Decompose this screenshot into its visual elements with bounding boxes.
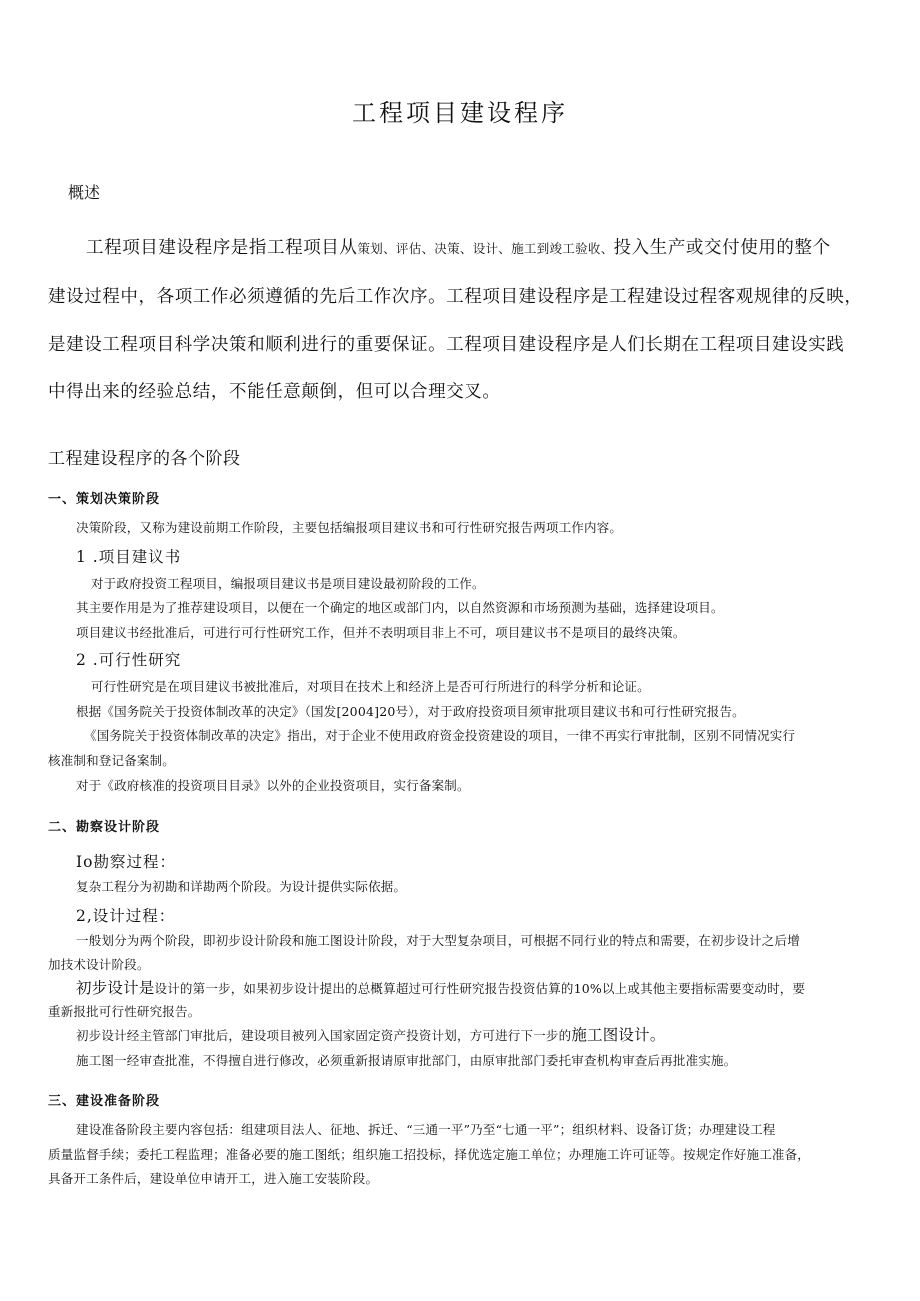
section-2-prelim-emphasis: 初步设计是: [76, 979, 155, 997]
section-1-heading: 一、策划决策阶段: [48, 492, 161, 507]
section-2-sub-1-line: 复杂工程分为初勘和详勘两个阶段。为设计提供实际依据。: [76, 879, 407, 894]
section-2-sub-2-line-2: 加技术设计阶段。: [48, 957, 150, 972]
section-2-approval-emphasis: 施工图设计。: [571, 1026, 666, 1044]
overview-line-3: 是建设工程项目科学决策和顺利进行的重要保证。工程项目建设程序是人们长期在工程项目建设实践: [48, 335, 845, 355]
section-2-prelim-line-1: [76, 976, 805, 998]
section-2-prelim-line-2: 重新报批可行性研究报告。: [48, 1004, 201, 1019]
overview-line-4: 中得出来的经验总结，不能任意颠倒，但可以合理交叉。: [48, 382, 501, 402]
section-1-sub-2-line-1: 可行性研究是在项目建议书被批准后，对项目在技术上和经济上是否可行所进行的科学分析和论证。: [91, 679, 650, 694]
section-2-approval-prefix: 初步设计经主管部门审批后，建设项目被列入国家固定资产投资计划，方可进行下一步的: [76, 1028, 572, 1043]
overview-line-2: 建设过程中，各项工作必须遵循的先后工作次序。工程项目建设程序是工程建设过程客观规律的反映，: [48, 287, 863, 307]
section-1-sub-1-line-3: 项目建议书经批准后，可进行可行性研究工作，但并不表明项目非上不可，项目建议书不是项目的最终决策。: [76, 625, 686, 640]
section-1-sub-2-line-4: 核准制和登记备案制。: [48, 753, 176, 768]
overview-line-1-prefix: 工程项目建设程序是指工程项目从: [86, 238, 358, 258]
section-1-sub-2-title: 2 .可行性研究: [76, 651, 182, 669]
section-3-line-3: 具备开工条件后，建设单位申请开工，进入施工安装阶段。: [48, 1171, 379, 1186]
overview-line-1: [86, 234, 916, 259]
section-3-heading: 三、建设准备阶段: [48, 1094, 161, 1109]
stages-heading: 工程建设程序的各个阶段: [48, 449, 241, 469]
overview-line-1-suffix: 投入生产或交付使用的整个: [613, 238, 831, 258]
section-1-sub-2-line-5: 对于《政府核准的投资项目目录》以外的企业投资项目，实行备案制。: [76, 778, 470, 793]
section-2-approval-line: [76, 1023, 666, 1045]
section-3-line-2: 质量监督手续；委托工程监理；准备必要的施工图纸；组织施工招投标，择优选定施工单位；办理施工许可证等。按规定作好施工准备，: [48, 1147, 811, 1162]
section-2-heading: 二、勘察设计阶段: [48, 820, 161, 835]
overview-line-1-small: 策划、评估、决策、设计、施工到竣工验收、: [357, 241, 614, 256]
section-1-sub-2-line-3: 《国务院关于投资体制改革的决定》指出，对于企业不使用政府资金投资建设的项目，一律不再实行审批制，区别不同情况实行: [84, 728, 796, 743]
section-1-sub-1-line-2: 其主要作用是为了推荐建设项目，以便在一个确定的地区或部门内，以自然资源和市场预测为基础，选择建设项目。: [76, 600, 724, 615]
section-1-sub-2-line-2: 根据《国务院关于投资体制改革的决定》（国发[2004]20号），对于政府投资项目须审批项目建议书和可行性研究报告。: [76, 704, 745, 719]
overview-heading: 概述: [68, 183, 101, 202]
section-2-prelim-rest: 设计的第一步，如果初步设计提出的总概算超过可行性研究报告投资估算的10%以上或其他主要指标需要变动时，要: [154, 981, 806, 996]
document-title: 工程项目建设程序: [352, 99, 568, 127]
section-1-intro: 决策阶段，又称为建设前期工作阶段，主要包括编报项目建议书和可行性研究报告两项工作内容。: [76, 520, 623, 535]
section-2-sub-2-line-1: 一般划分为两个阶段，即初步设计阶段和施工图设计阶段，对于大型复杂项目，可根据不同行业的特点和需要，在初步设计之后增: [76, 933, 800, 948]
section-2-sub-1-title: Io勘察过程：: [76, 853, 176, 871]
section-1-sub-1-line-1: 对于政府投资工程项目，编报项目建议书是项目建设最初阶段的工作。: [91, 576, 485, 591]
section-2-drawing-line: 施工图一经审查批准，不得擅自进行修改，必须重新报请原审批部门，由原审批部门委托审查机构审查后再批准实施。: [76, 1053, 737, 1068]
section-1-sub-1-title: 1 .项目建议书: [76, 548, 182, 566]
section-3-line-1: 建设准备阶段主要内容包括：组建项目法人、征地、拆迁、“三通一平”乃至“七通一平”；组织材料、设备订货；办理建设工程: [76, 1122, 776, 1137]
section-2-sub-2-title: 2,设计过程：: [76, 907, 176, 925]
